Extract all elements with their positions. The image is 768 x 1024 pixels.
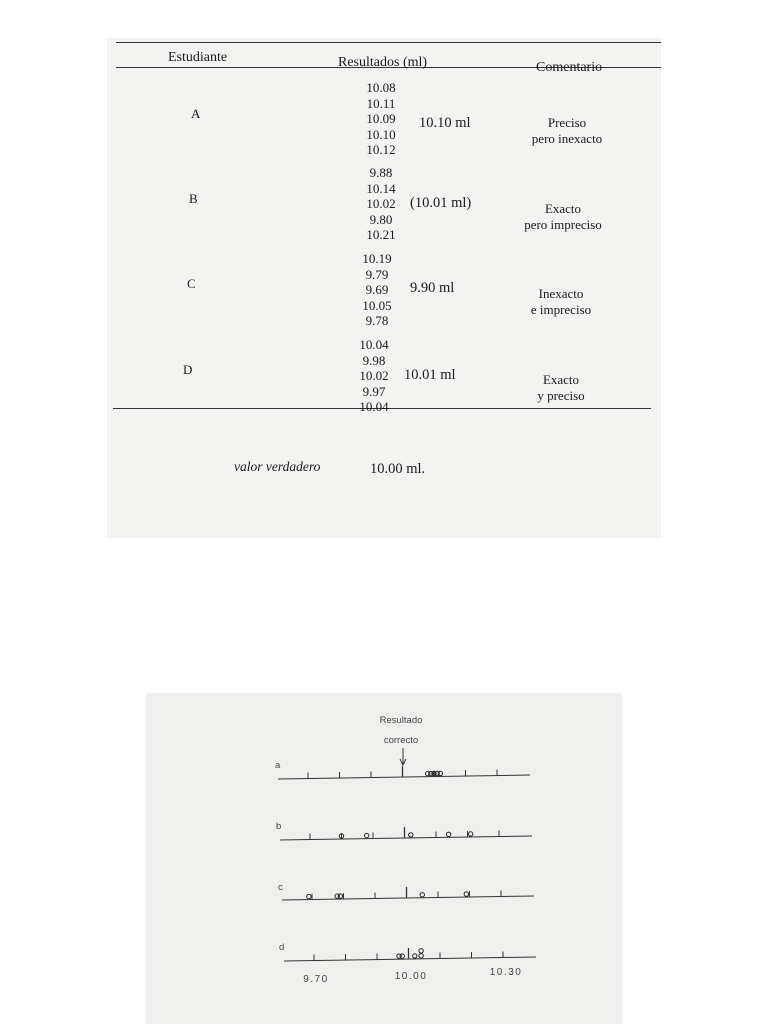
- row-a-mean: 10.10 ml: [419, 115, 471, 131]
- row-c-mean: 9.90 ml: [410, 280, 455, 296]
- comment-line: Preciso: [547, 115, 587, 130]
- tick-label-9-70: 9.70: [303, 974, 329, 985]
- value: 10.02: [359, 368, 389, 383]
- value: 9.98: [362, 352, 386, 368]
- data-point: [307, 894, 311, 898]
- data-point: [365, 833, 369, 837]
- true-value: 10.00 ml.: [370, 461, 426, 477]
- value: 10.05: [362, 297, 392, 313]
- data-point: [468, 832, 472, 836]
- row-b-mean: (10.01 ml): [410, 195, 472, 211]
- data-point: [413, 954, 417, 958]
- row-d-student: D: [183, 362, 193, 377]
- value: 10.02: [366, 196, 396, 211]
- label-line: correcto: [383, 735, 419, 746]
- row-a-student: A: [191, 106, 201, 121]
- value: 9.79: [365, 266, 389, 282]
- tick-label-10-00: 10.00: [394, 971, 428, 982]
- comment-line: Exacto: [544, 201, 582, 216]
- value: 10.19: [362, 251, 392, 266]
- value: 10.04: [359, 399, 389, 414]
- axis-line-b: [280, 836, 532, 840]
- comment-line: y preciso: [537, 388, 585, 403]
- value: 10.10: [366, 126, 396, 142]
- row-label-d: d: [279, 942, 285, 953]
- value: 10.11: [366, 95, 396, 111]
- row-label-c: c: [278, 882, 283, 893]
- value: 10.14: [366, 180, 396, 196]
- header-student: Estudiante: [168, 50, 228, 65]
- row-d-mean: 10.01 ml: [404, 367, 456, 383]
- header-comment: Comentario: [536, 60, 603, 75]
- value: 10.09: [366, 111, 396, 126]
- comment-line: pero inexacto: [531, 131, 603, 146]
- data-point: [464, 892, 468, 896]
- data-point: [419, 949, 423, 953]
- true-value-label: valor verdadero: [234, 459, 321, 474]
- comment-line: e impreciso: [530, 302, 592, 317]
- header-results: Resultados (ml): [338, 55, 428, 70]
- data-point: [335, 894, 339, 898]
- value: 10.08: [366, 80, 396, 95]
- value: 10.12: [366, 142, 396, 157]
- axis-line-d: [284, 957, 536, 961]
- value: 9.97: [362, 383, 386, 399]
- data-point: [397, 954, 401, 958]
- axis-line-c: [282, 896, 534, 900]
- comment-line: Exacto: [542, 372, 580, 387]
- value: 9.88: [369, 165, 393, 180]
- data-point: [409, 833, 413, 837]
- data-point: [438, 771, 442, 775]
- row-b-student: B: [189, 191, 198, 206]
- row-label-a: a: [275, 760, 281, 771]
- data-point: [419, 954, 423, 958]
- value: 10.04: [359, 337, 389, 352]
- data-point: [446, 832, 450, 836]
- row-c-student: C: [187, 276, 196, 291]
- value: 9.80: [369, 211, 393, 227]
- tick-label-10-30: 10.30: [489, 967, 523, 978]
- comment-line: Inexacto: [538, 286, 584, 301]
- axis-line-a: [278, 775, 530, 779]
- comment-line: pero impreciso: [524, 217, 602, 232]
- label-line: Resultado: [379, 715, 423, 726]
- data-point: [420, 893, 424, 897]
- value: 10.21: [366, 227, 396, 242]
- value: 9.69: [365, 282, 389, 297]
- value: 9.78: [365, 313, 389, 328]
- row-label-b: b: [276, 821, 282, 832]
